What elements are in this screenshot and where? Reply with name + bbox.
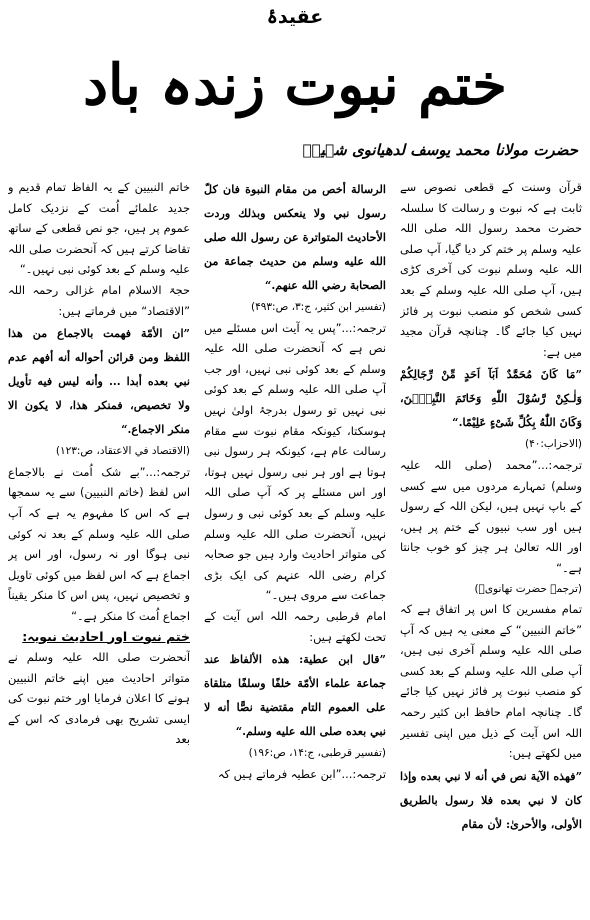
paragraph: حجۃ الاسلام امام غزالی رحمہ اللہ ”الاقتصاد“ میں فرماتے ہیں: [8, 282, 190, 318]
arabic-quote: الرسالة أخص من مقام النبوة فان كلّ رسول نبي ولا ينعكس وبذلك وردت الأحاديث المتواترة عن رسول الله صلى الله عليه وسلم من حديث جماعة من الصحابة رضي الله عنهم.“ [204, 182, 386, 292]
paragraph: خاتم النبیین کے یہ الفاظ تمام قدیم و جدید علمائے اُمت کے نزدیک کامل عموم پر ہیں، جو نص قطعی کے ساتھ تقاضا کرتے ہیں کہ آنحضرت صلی اللہ علیہ وسلم کے بعد کوئی نبی نہیں۔“ [8, 180, 190, 277]
article-header [0, 0, 590, 170]
paragraph: ترجمہ:...”محمد (صلی اللہ علیہ وسلم) تمہارے مردوں میں سے کسی کے باپ نہیں ہیں، لیکن اللہ کے رسول ہیں اور سب نبیوں کے ختم پر ہیں، اور اللہ تعالیٰ ہر چیز کو خوب جانتا ہے۔“ [400, 457, 582, 575]
paragraph: آنحضرت صلی اللہ علیہ وسلم نے متواتر احادیث میں اپنے خاتم النبیین ہونے کا اعلان فرمایا اور ختم نبوت کی ایسی تشریح بھی فرمادی کہ اس کے بعد [8, 650, 190, 747]
paragraph: قرآن وسنت کے قطعی نصوص سے ثابت ہے کہ نبوت و رسالت کا سلسلہ حضرت محمد رسول اللہ صلی اللہ علیہ وسلم پر ختم کر دیا گیا، آپ صلی اللہ علیہ وسلم نبوت کی آخری کڑی ہیں، آپ صلی اللہ علیہ وسلم کے بعد کسی شخص کو منصب نبوت پر فائز نہیں کیا جائے گا۔ چنانچہ قرآن مجید میں ہے: [400, 180, 582, 359]
paragraph: ترجمہ:...”پس یہ آیت اس مسئلے میں نص ہے کہ آنحضرت صلی اللہ علیہ وسلم کے بعد کوئی نبی نہیں، اور جب آپ صلی اللہ علیہ وسلم کے بعد کوئی نبی نہیں تو رسول بدرجۂ اولیٰ نہیں ہوسکتا، کیونکہ مقام نبوت سے مقام رسالت عام ہے، کیونکہ ہر رسول نبی ہوتا ہے اور ہر نبی رسول نہیں ہوتا، اور اس مسئلے پر کہ آپ صلی اللہ علیہ وسلم کے بعد کوئی نبی و رسول نہیں، آنحضرت صلی اللہ علیہ وسلم کی متواتر احادیث وارد ہیں جو صحابہ کرام رضی اللہ عنہم کی ایک بڑی جماعت سے مروی ہیں۔“ [204, 320, 386, 603]
arabic-quote: ”فهذه الآية نص في أنه لا نبي بعده وإذا كان لا نبي بعده فلا رسول بالطريق الأولى، والأحرىٰ: لأن مقام [400, 768, 582, 831]
citation: (الاقتصاد في الاعتقاد، ص:۱۲۳) [55, 445, 190, 458]
arabic-quote: ”قال ابن عطية: هذه الألفاظ عند جماعة علماء الأمّة خلفًا وسلفًا متلقاة على العموم التام مقتضية نصًّا أنه لا نبي بعده صلى الله عليه وسلم.“ [204, 652, 386, 739]
citation: (الاحزاب:۴۰) [524, 438, 582, 451]
author-byline: حضرت مولانا محمد یوسف لدھیانوی شہیدؒ [302, 141, 578, 159]
arabic-quote: ”ان الأمّة فهمت بالاجماع من هذا اللفظ ومن قرائن أحواله أنه أفهم عدم نبي بعده أبدا ... وأنه ليس فيه تأويل ولا تخصيص، فمنكر هذا، لا يكون الا منكر الاجماع.“ [8, 326, 190, 437]
column-left [8, 177, 190, 916]
section-heading: ختم نبوت اور احادیث نبویہ: [22, 628, 190, 644]
arabic-quote: ”مَا كَانَ مُحَمَّدٌ اَبَآ اَحَدٍ مِّنْ رِّجَالِكُمْ وَلٰـكِنْ رَّسُوْلَ اللّٰهِ وَخَاتَمَ النَّبِيّٖنَ، وَكَانَ اللّٰهُ بِكُلِّ شَىْءٍ عَلِيْمًا.“ [400, 367, 582, 430]
paragraph: امام قرطبی رحمہ اللہ اس آیت کے تحت لکھتے ہیں: [204, 608, 386, 644]
column-right [400, 177, 582, 916]
column-middle [204, 177, 386, 916]
article-body [8, 177, 582, 916]
paragraph: ترجمہ:...”بے شک اُمت نے بالاجماع اس لفظ (خاتم النبیین) سے یہ سمجھا ہے کہ اس کا مفہوم یہ ہے کہ آپ صلی اللہ علیہ وسلم کے بعد نہ کوئی نبی ہوگا اور نہ رسول، اور اس پر اجماع ہے کہ اس لفظ میں کوئی تاویل و تخصیص نہیں، پس اس کا منکر یقیناً اجماع اُمت کا منکر ہے۔“ [8, 464, 190, 623]
category-label: عقیدۂ [266, 6, 324, 28]
citation: (تفسیر قرطبی، ج:۱۴، ص:۱۹۶) [248, 747, 386, 760]
citation: (ترجمہ حضرت تھانویؒ) [474, 582, 582, 595]
paragraph: تمام مفسرین کا اس پر اتفاق ہے کہ ”خاتم النبیین“ کے معنی یہ ہیں کہ آپ صلی اللہ علیہ وسلم آخری نبی ہیں، آپ صلی اللہ علیہ وسلم کے بعد کسی کو منصب نبوت پر فائز نہیں کیا جائے گا۔ چنانچہ امام حافظ ابن کثیر رحمہ اللہ اس آیت کے ذیل میں اپنی تفسیر میں لکھتے ہیں: [400, 602, 582, 761]
citation: (تفسیر ابن کثیر، ج:۳، ص:۴۹۳) [251, 301, 386, 313]
article-title: ختم نبوت زندہ باد [83, 52, 507, 118]
paragraph: ترجمہ:...”ابن عطیہ فرماتے ہیں کہ [217, 766, 386, 781]
